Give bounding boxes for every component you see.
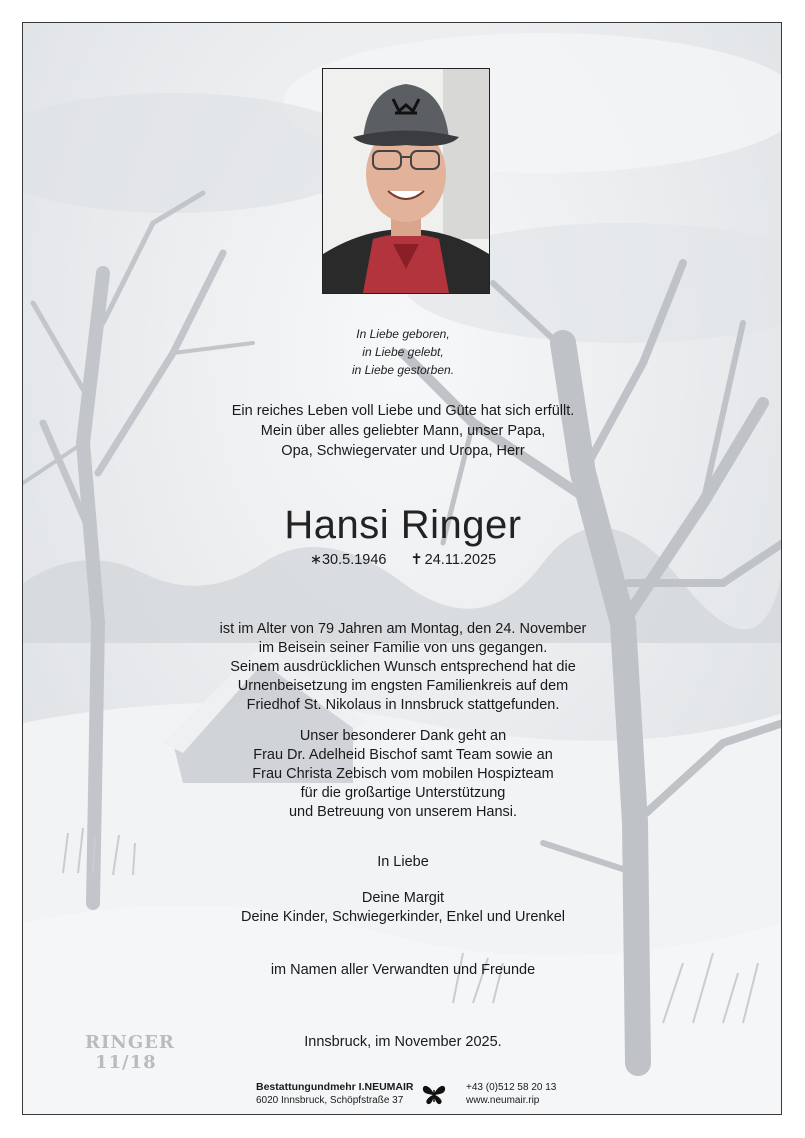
thanks-line: und Betreuung von unserem Hansi. [288, 804, 518, 820]
poem [23, 325, 782, 379]
painting-signature [85, 1033, 175, 1073]
announcement-line: Friedhof St. Nikolaus in Innsbruck stattgefunden. [246, 697, 560, 713]
closing-text: In Liebe [377, 854, 429, 870]
obituary-content [23, 23, 782, 1115]
portrait-photo [322, 68, 490, 294]
poem-line: In Liebe geboren, [356, 327, 450, 341]
birth-star-icon: ∗ [309, 552, 322, 568]
intro-line: Mein über alles geliebter Mann, unser Papa, [260, 423, 546, 439]
footer-phone: +43 (0)512 58 20 13 [466, 1082, 557, 1093]
life-dates [23, 550, 782, 570]
announcement-line: im Beisein seiner Familie von uns gegangen. [258, 640, 548, 656]
announcement-line: Seinem ausdrücklichen Wunsch entsprechend hat die [230, 659, 576, 675]
painting-signature-date: 11/18 [95, 1052, 157, 1073]
announcement-text [23, 620, 782, 715]
portrait-image [323, 69, 489, 293]
place-date: Innsbruck, im November 2025. [304, 1034, 502, 1050]
intro-line: Ein reiches Leben voll Liebe und Güte hat sich erfüllt. [231, 403, 575, 419]
footer-contact [466, 1081, 556, 1107]
cross-icon: ✝ [410, 552, 423, 568]
thanks-line: Frau Christa Zebisch vom mobilen Hospizteam [252, 766, 554, 782]
funeral-home-address: 6020 Innsbruck, Schöpfstraße 37 [256, 1095, 404, 1106]
obituary-card [22, 22, 782, 1115]
intro-text [23, 401, 782, 461]
intro-line: Opa, Schwiegervater und Uropa, Herr [281, 443, 525, 459]
painting-signature-name: RINGER [85, 1032, 175, 1053]
butterfly-icon [421, 1082, 447, 1106]
relatives-text: im Namen aller Verwandten und Freunde [270, 962, 536, 978]
thanks-text [23, 727, 782, 822]
thanks-line: für die großartige Unterstützung [300, 785, 506, 801]
footer-website[interactable]: www.neumair.rip [466, 1095, 540, 1106]
thanks-line: Frau Dr. Adelheid Bischof samt Team sowie an [253, 747, 553, 763]
funeral-home-brand: Bestattungundmehr I.NEUMAIR [256, 1081, 414, 1093]
death-date: ✝ 24.11.2025 [410, 552, 497, 568]
announcement-line: ist im Alter von 79 Jahren am Montag, den 24. November [219, 621, 587, 637]
footer-funeral-home [256, 1081, 414, 1107]
deceased-name: Hansi Ringer [284, 503, 522, 547]
family-signatures [23, 889, 782, 927]
family-line: Deine Margit [361, 890, 445, 906]
family-line: Deine Kinder, Schwiegerkinder, Enkel und Urenkel [240, 909, 566, 925]
birth-date: ∗30.5.1946 [309, 552, 387, 568]
thanks-line: Unser besonderer Dank geht an [299, 728, 507, 744]
announcement-line: Urnenbeisetzung im engsten Familienkreis auf dem [237, 678, 569, 694]
poem-line: in Liebe gelebt, [362, 345, 444, 359]
poem-line: in Liebe gestorben. [351, 363, 455, 377]
